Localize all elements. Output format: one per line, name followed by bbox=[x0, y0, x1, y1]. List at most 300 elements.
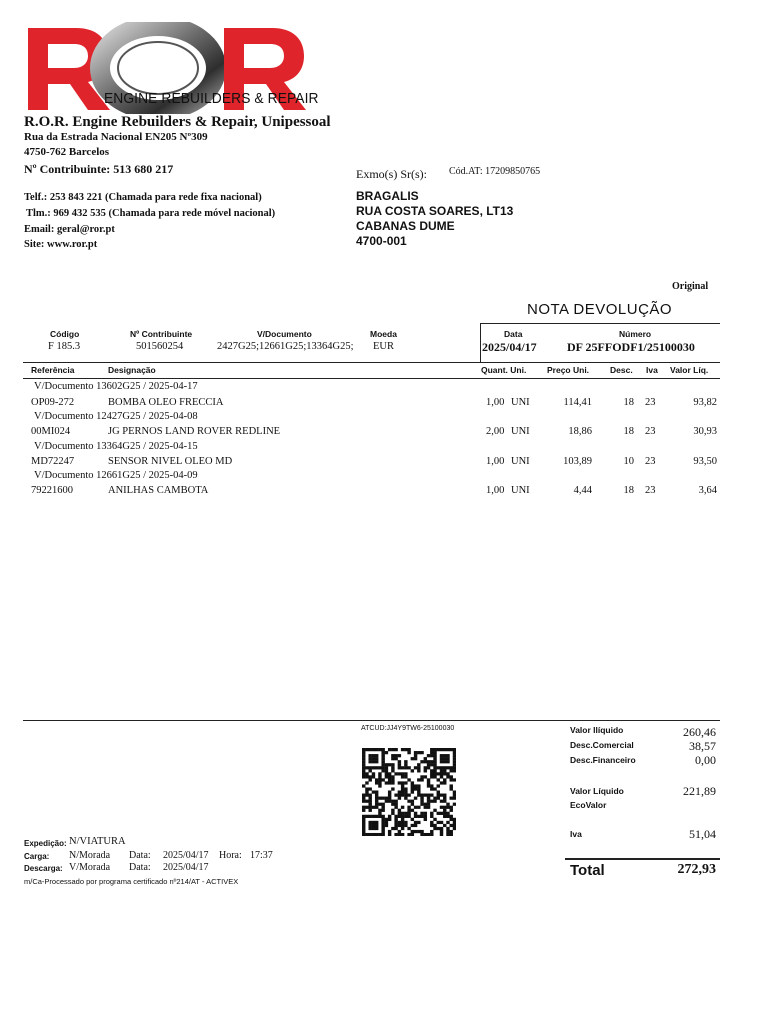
qr-module bbox=[388, 830, 391, 833]
qr-module bbox=[414, 784, 417, 787]
qr-module bbox=[411, 787, 414, 790]
qr-module bbox=[417, 790, 420, 793]
descarga-label: Descarga: bbox=[24, 864, 63, 873]
qr-module bbox=[362, 809, 365, 812]
qr-module bbox=[427, 781, 430, 784]
qr-module bbox=[430, 748, 433, 751]
qr-module bbox=[398, 797, 401, 800]
qr-module bbox=[420, 812, 423, 815]
footer-rule bbox=[23, 720, 720, 721]
qr-module bbox=[430, 760, 433, 763]
qr-module bbox=[407, 815, 410, 818]
cell-vat: 23 bbox=[645, 456, 656, 467]
qr-module bbox=[375, 757, 378, 760]
qr-module bbox=[407, 751, 410, 754]
qr-module bbox=[385, 763, 388, 766]
qr-module bbox=[388, 763, 391, 766]
qr-module bbox=[407, 800, 410, 803]
qr-module bbox=[375, 800, 378, 803]
qr-module bbox=[443, 760, 446, 763]
ecovalor-label: EcoValor bbox=[570, 800, 607, 810]
qr-module bbox=[368, 794, 371, 797]
company-phone: Telf.: 253 843 221 (Chamada para rede fixa nacional) bbox=[24, 192, 262, 203]
qr-module bbox=[417, 778, 420, 781]
qr-module bbox=[378, 797, 381, 800]
atcud-code: ATCUD:JJ4Y9TW6-25100030 bbox=[361, 725, 455, 732]
qr-module bbox=[391, 812, 394, 815]
qr-module bbox=[427, 778, 430, 781]
qr-module bbox=[414, 812, 417, 815]
qr-module bbox=[450, 830, 453, 833]
qr-module bbox=[440, 821, 443, 824]
qr-module bbox=[401, 790, 404, 793]
qr-module bbox=[385, 797, 388, 800]
qr-module bbox=[378, 775, 381, 778]
qr-module bbox=[385, 751, 388, 754]
qr-module bbox=[375, 815, 378, 818]
qr-module bbox=[433, 769, 436, 772]
cell-unit: UNI bbox=[511, 426, 530, 437]
qr-module bbox=[388, 797, 391, 800]
qr-module bbox=[430, 784, 433, 787]
cell-unit: UNI bbox=[511, 485, 530, 496]
qr-module bbox=[362, 757, 365, 760]
qr-module bbox=[398, 766, 401, 769]
company-address-1: Rua da Estrada Nacional EN205 Nº309 bbox=[24, 131, 208, 143]
qr-module bbox=[430, 754, 433, 757]
qr-module bbox=[424, 815, 427, 818]
qr-module bbox=[420, 797, 423, 800]
qr-module bbox=[391, 763, 394, 766]
recipient-name: BRAGALIS bbox=[356, 189, 419, 203]
qr-module bbox=[437, 827, 440, 830]
qr-module bbox=[375, 778, 378, 781]
qr-module bbox=[372, 790, 375, 793]
qr-module bbox=[362, 821, 365, 824]
row-doc-reference: V/Documento 13602G25 / 2025-04-17 bbox=[34, 381, 198, 392]
qr-module bbox=[378, 809, 381, 812]
cell-desc: SENSOR NIVEL OLEO MD bbox=[108, 456, 233, 467]
qr-module bbox=[401, 812, 404, 815]
qr-module bbox=[372, 772, 375, 775]
qr-module bbox=[385, 821, 388, 824]
qr-module bbox=[401, 787, 404, 790]
qr-module bbox=[381, 797, 384, 800]
qr-module bbox=[388, 794, 391, 797]
qr-module bbox=[440, 748, 443, 751]
qr-module bbox=[398, 812, 401, 815]
label-data: Data bbox=[504, 329, 523, 339]
recipient-cod-at: Cód.AT: 17209850765 bbox=[449, 166, 541, 177]
cell-vat: 23 bbox=[645, 397, 656, 408]
qr-module bbox=[394, 824, 397, 827]
qr-module bbox=[375, 794, 378, 797]
qr-module bbox=[385, 781, 388, 784]
cell-price: 18,86 bbox=[568, 426, 592, 437]
qr-module bbox=[433, 827, 436, 830]
qr-module bbox=[430, 751, 433, 754]
qr-module bbox=[433, 818, 436, 821]
qr-module bbox=[414, 830, 417, 833]
qr-module bbox=[398, 763, 401, 766]
qr-module bbox=[420, 815, 423, 818]
qr-module bbox=[430, 800, 433, 803]
qr-module bbox=[440, 794, 443, 797]
qr-module bbox=[427, 794, 430, 797]
qr-module bbox=[385, 800, 388, 803]
qr-module bbox=[443, 769, 446, 772]
qr-module bbox=[420, 803, 423, 806]
qr-module bbox=[450, 778, 453, 781]
qr-module bbox=[368, 803, 371, 806]
qr-module bbox=[365, 781, 368, 784]
company-name: R.O.R. Engine Rebuilders & Repair, Unipessoal bbox=[24, 114, 331, 130]
qr-module bbox=[394, 772, 397, 775]
company-address-2: 4750-762 Barcelos bbox=[24, 146, 110, 158]
qr-module bbox=[398, 772, 401, 775]
qr-module bbox=[391, 800, 394, 803]
qr-module bbox=[381, 757, 384, 760]
qr-module bbox=[368, 827, 371, 830]
qr-module bbox=[440, 781, 443, 784]
qr-module bbox=[440, 754, 443, 757]
logo-subtitle: ENGINE REBUILDERS & REPAIR bbox=[104, 90, 319, 107]
qr-module bbox=[394, 757, 397, 760]
hora-label: Hora: bbox=[219, 850, 242, 861]
qr-module bbox=[375, 827, 378, 830]
qr-module bbox=[443, 809, 446, 812]
qr-module bbox=[401, 818, 404, 821]
qr-module bbox=[424, 806, 427, 809]
qr-module bbox=[394, 794, 397, 797]
qr-module bbox=[424, 818, 427, 821]
qr-module bbox=[404, 748, 407, 751]
qr-module bbox=[450, 833, 453, 836]
qr-module bbox=[446, 757, 449, 760]
qr-module bbox=[433, 748, 436, 751]
qr-module bbox=[417, 787, 420, 790]
qr-module bbox=[440, 775, 443, 778]
carga-label: Carga: bbox=[24, 852, 50, 861]
qr-module bbox=[404, 824, 407, 827]
qr-module bbox=[443, 812, 446, 815]
qr-module bbox=[378, 803, 381, 806]
qr-module bbox=[401, 766, 404, 769]
copy-label: Original bbox=[672, 281, 709, 292]
qr-module bbox=[365, 790, 368, 793]
qr-module bbox=[446, 815, 449, 818]
header-separator bbox=[480, 323, 481, 362]
qr-module bbox=[368, 821, 371, 824]
recipient-street: RUA COSTA SOARES, LT13 bbox=[356, 204, 514, 218]
qr-module bbox=[443, 778, 446, 781]
company-email: Email: geral@ror.pt bbox=[24, 224, 115, 235]
qr-module bbox=[437, 784, 440, 787]
qr-module bbox=[381, 751, 384, 754]
qr-module bbox=[420, 830, 423, 833]
qr-module bbox=[427, 760, 430, 763]
valor-liquido: 221,89 bbox=[683, 784, 716, 798]
qr-module bbox=[420, 833, 423, 836]
qr-module bbox=[450, 775, 453, 778]
qr-module bbox=[378, 815, 381, 818]
qr-module bbox=[453, 757, 456, 760]
qr-module bbox=[391, 775, 394, 778]
qr-module bbox=[446, 806, 449, 809]
qr-module bbox=[401, 821, 404, 824]
cell-total: 93,50 bbox=[693, 456, 717, 467]
qr-module bbox=[375, 833, 378, 836]
table-top-rule bbox=[23, 362, 720, 363]
qr-module bbox=[368, 754, 371, 757]
value-numero: DF 25FFODF1/25100030 bbox=[567, 340, 695, 354]
qr-module bbox=[381, 809, 384, 812]
qr-module bbox=[414, 766, 417, 769]
qr-module bbox=[378, 812, 381, 815]
qr-module bbox=[427, 800, 430, 803]
qr-module bbox=[417, 769, 420, 772]
valor-iliquido: 260,46 bbox=[683, 725, 716, 739]
qr-module bbox=[404, 763, 407, 766]
qr-module bbox=[381, 778, 384, 781]
qr-module bbox=[453, 821, 456, 824]
qr-module bbox=[440, 812, 443, 815]
qr-module bbox=[453, 824, 456, 827]
qr-module bbox=[388, 815, 391, 818]
title-divider bbox=[480, 323, 720, 324]
cell-unit: UNI bbox=[511, 456, 530, 467]
qr-module bbox=[365, 775, 368, 778]
qr-module bbox=[398, 833, 401, 836]
table-row bbox=[0, 485, 768, 499]
qr-module bbox=[417, 815, 420, 818]
qr-module bbox=[433, 797, 436, 800]
label-moeda: Moeda bbox=[370, 329, 397, 339]
qr-module bbox=[427, 833, 430, 836]
qr-module bbox=[437, 778, 440, 781]
qr-module bbox=[450, 787, 453, 790]
qr-module bbox=[381, 815, 384, 818]
qr-module bbox=[420, 775, 423, 778]
iva-label: Iva bbox=[570, 829, 582, 839]
table-row-doc-ref bbox=[0, 411, 768, 425]
qr-module bbox=[411, 757, 414, 760]
qr-module bbox=[443, 772, 446, 775]
qr-module bbox=[450, 824, 453, 827]
qr-module bbox=[437, 748, 440, 751]
qr-module bbox=[450, 818, 453, 821]
cell-qty: 1,00 bbox=[486, 456, 505, 467]
qr-module bbox=[362, 784, 365, 787]
cell-ref: 79221600 bbox=[31, 485, 73, 496]
qr-module bbox=[394, 748, 397, 751]
qr-module bbox=[450, 766, 453, 769]
qr-module bbox=[407, 794, 410, 797]
qr-module bbox=[443, 806, 446, 809]
qr-module bbox=[398, 790, 401, 793]
qr-module bbox=[453, 803, 456, 806]
qr-module bbox=[404, 787, 407, 790]
qr-module bbox=[433, 800, 436, 803]
table-row bbox=[0, 426, 768, 440]
qr-module bbox=[375, 790, 378, 793]
qr-module bbox=[375, 754, 378, 757]
qr-module bbox=[404, 775, 407, 778]
qr-module bbox=[394, 806, 397, 809]
qr-module bbox=[404, 812, 407, 815]
qr-module bbox=[414, 751, 417, 754]
qr-module bbox=[443, 815, 446, 818]
qr-module bbox=[372, 757, 375, 760]
qr-module bbox=[375, 824, 378, 827]
qr-module bbox=[404, 772, 407, 775]
qr-module bbox=[401, 794, 404, 797]
qr-module bbox=[394, 803, 397, 806]
qr-module bbox=[368, 800, 371, 803]
qr-module bbox=[437, 812, 440, 815]
qr-module bbox=[368, 766, 371, 769]
qr-module bbox=[362, 772, 365, 775]
qr-module bbox=[388, 748, 391, 751]
qr-module bbox=[417, 794, 420, 797]
qr-module bbox=[381, 827, 384, 830]
value-contribuinte: 501560254 bbox=[136, 341, 184, 352]
qr-module bbox=[417, 784, 420, 787]
qr-module bbox=[427, 797, 430, 800]
qr-module bbox=[388, 781, 391, 784]
qr-module bbox=[414, 797, 417, 800]
qr-module bbox=[430, 815, 433, 818]
qr-module bbox=[398, 824, 401, 827]
qr-module bbox=[427, 763, 430, 766]
qr-module bbox=[407, 827, 410, 830]
qr-module bbox=[401, 815, 404, 818]
cell-discount: 18 bbox=[623, 426, 634, 437]
qr-module bbox=[372, 760, 375, 763]
cell-vat: 23 bbox=[645, 485, 656, 496]
qr-module bbox=[411, 784, 414, 787]
qr-module bbox=[407, 812, 410, 815]
qr-module bbox=[404, 794, 407, 797]
qr-module bbox=[398, 821, 401, 824]
qr-module bbox=[450, 806, 453, 809]
qr-module bbox=[424, 766, 427, 769]
descarga-data-label: Data: bbox=[129, 862, 151, 873]
qr-module bbox=[446, 830, 449, 833]
qr-module bbox=[401, 824, 404, 827]
label-vdocumento: V/Documento bbox=[257, 329, 312, 339]
qr-module bbox=[365, 833, 368, 836]
qr-module bbox=[378, 833, 381, 836]
cell-ref: OP09-272 bbox=[31, 397, 75, 408]
qr-module bbox=[368, 806, 371, 809]
qr-module bbox=[362, 830, 365, 833]
qr-module bbox=[375, 803, 378, 806]
qr-module bbox=[430, 769, 433, 772]
qr-module bbox=[411, 830, 414, 833]
qr-module bbox=[427, 806, 430, 809]
qr-module bbox=[372, 775, 375, 778]
qr-module bbox=[437, 790, 440, 793]
document-title: NOTA DEVOLUÇÃO bbox=[527, 301, 673, 318]
qr-module bbox=[437, 797, 440, 800]
carga-data-label: Data: bbox=[129, 850, 151, 861]
qr-module bbox=[385, 818, 388, 821]
qr-module bbox=[424, 757, 427, 760]
cell-ref: 00MI024 bbox=[31, 426, 71, 437]
qr-module bbox=[411, 800, 414, 803]
qr-module bbox=[362, 800, 365, 803]
qr-module bbox=[375, 760, 378, 763]
qr-module bbox=[368, 769, 371, 772]
qr-module bbox=[398, 781, 401, 784]
qr-module bbox=[365, 766, 368, 769]
qr-module bbox=[401, 784, 404, 787]
qr-module bbox=[411, 809, 414, 812]
qr-module bbox=[430, 830, 433, 833]
qr-module bbox=[372, 827, 375, 830]
qr-module bbox=[388, 775, 391, 778]
qr-module bbox=[381, 754, 384, 757]
qr-module bbox=[420, 751, 423, 754]
qr-module bbox=[453, 751, 456, 754]
qr-module bbox=[407, 806, 410, 809]
qr-module bbox=[430, 833, 433, 836]
iva-value: 51,04 bbox=[689, 827, 716, 841]
qr-module bbox=[450, 748, 453, 751]
qr-module bbox=[372, 766, 375, 769]
qr-module bbox=[443, 824, 446, 827]
qr-module bbox=[362, 833, 365, 836]
company-site: Site: www.ror.pt bbox=[24, 239, 98, 250]
qr-module bbox=[446, 754, 449, 757]
qr-module bbox=[443, 794, 446, 797]
expedicao-value: N/VIATURA bbox=[69, 836, 126, 847]
qr-module bbox=[385, 824, 388, 827]
qr-module bbox=[394, 818, 397, 821]
qr-module bbox=[368, 775, 371, 778]
qr-module bbox=[424, 794, 427, 797]
valor-liquido-label: Valor Líquido bbox=[570, 786, 624, 796]
qr-module bbox=[372, 806, 375, 809]
qr-module bbox=[433, 787, 436, 790]
qr-module bbox=[372, 815, 375, 818]
qr-module bbox=[450, 815, 453, 818]
col-desc: Desc. bbox=[610, 365, 633, 375]
cell-total: 93,82 bbox=[693, 397, 717, 408]
qr-module bbox=[404, 815, 407, 818]
qr-module bbox=[453, 818, 456, 821]
qr-module bbox=[430, 775, 433, 778]
qr-module bbox=[453, 797, 456, 800]
label-numero: Número bbox=[619, 329, 652, 339]
qr-module bbox=[394, 821, 397, 824]
cell-discount: 10 bbox=[623, 456, 634, 467]
qr-module bbox=[368, 833, 371, 836]
qr-module bbox=[394, 815, 397, 818]
cell-vat: 23 bbox=[645, 426, 656, 437]
col-preco: Preço Uni. bbox=[547, 365, 590, 375]
qr-module bbox=[443, 754, 446, 757]
qr-module bbox=[453, 754, 456, 757]
qr-module bbox=[398, 754, 401, 757]
qr-module bbox=[453, 760, 456, 763]
qr-module bbox=[417, 751, 420, 754]
qr-module bbox=[430, 787, 433, 790]
qr-module bbox=[368, 760, 371, 763]
qr-module bbox=[365, 800, 368, 803]
qr-module bbox=[433, 760, 436, 763]
